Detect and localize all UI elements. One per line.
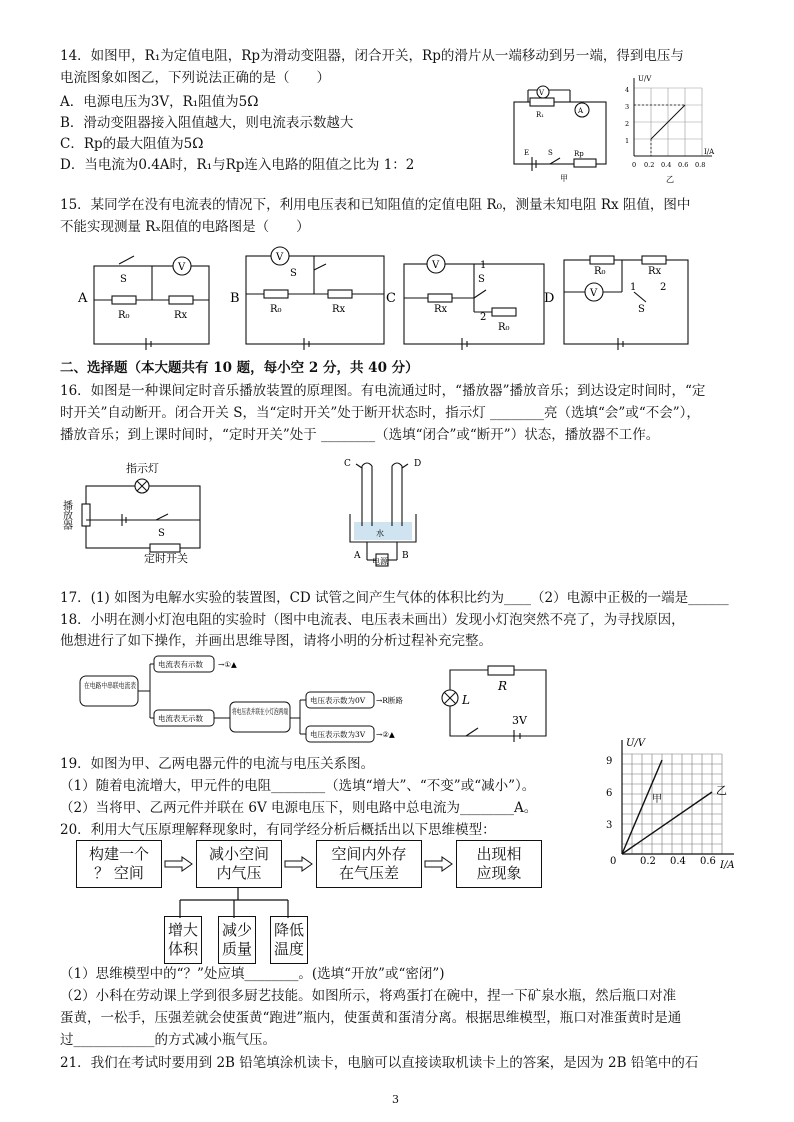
q18-circuit-l-label: L — [462, 693, 470, 707]
q16-line2: 时开关”自动断开。闭合开关 S，当“定时开关”处于断开状态时，指示灯 ________亮（选填“会”或“不会”）， — [60, 405, 700, 421]
q15-stem-line1: 15．某同学在没有电流表的情况下，利用电压表和已知阻值的定值电阻 R₀，测量未知电阻 Rx 阻值，图中 — [60, 197, 691, 213]
q20-arrow-2 — [284, 856, 314, 872]
q20-box3-line2: 在气压差 — [338, 864, 399, 882]
q19-chart-ylabel: U/V — [626, 738, 646, 749]
q20-box4-line1: 出现相 — [476, 845, 522, 863]
q20-model-box-4 — [456, 840, 542, 888]
q16-player-label: 播放器 — [60, 500, 72, 530]
q14-chart-xtick-0: 0 — [632, 161, 637, 169]
q18-line1: 18．小明在测小灯泡电阻的实验时（图中电流表、电压表未画出）发现小灯泡突然不亮了，为寻找原因， — [60, 612, 685, 628]
q20-model-box-3 — [316, 840, 422, 888]
q16-lamp-label: 指示灯 — [126, 462, 159, 475]
q14-stem-line1: 14．如图甲，R₁为定值电阻，Rp为滑动变阻器，闭合开关，Rp的滑片从一端移动到另一端，得到电压与 — [60, 48, 684, 64]
q20-sub1-line1: 增大 — [167, 921, 198, 939]
q20-box3-line1: 空间内外存 — [331, 845, 407, 863]
q14-chart-xtick-4: 0.8 — [695, 161, 706, 169]
q15-option-d-label: D — [544, 291, 555, 306]
q20-arrow-3 — [424, 856, 454, 872]
q19-chart-series-yi: 乙 — [716, 784, 727, 797]
q17-c-label: C — [344, 459, 351, 469]
q15-circuits-figure — [74, 246, 734, 354]
q15-option-b-label: B — [230, 291, 240, 306]
q14-ui-chart — [618, 72, 728, 184]
q18-map-branch-2a1: 电压表示数为0V — [310, 696, 366, 705]
q17-text: 17．(1) 如图为电解水实验的装置图，CD 试管之间产生气体的体积比约为____（2）电源中正极的一端是______ — [60, 590, 729, 606]
q15-d-terminal-1: 1 — [630, 282, 637, 293]
q16-timer-label: 定时开关 — [144, 552, 188, 565]
q19-chart-ytick-6: 6 — [606, 788, 613, 799]
q15-c-rx-label: Rx — [434, 304, 448, 315]
q15-c-voltmeter-label: V — [432, 260, 440, 271]
q14-chart-xlabel: I/A — [704, 148, 715, 156]
q20-sub2-line2: 质量 — [221, 940, 252, 958]
q20-arrow-1 — [164, 856, 194, 872]
q14-chart-ytick-1: 1 — [625, 137, 630, 145]
q15-c-switch-label: S — [478, 274, 485, 285]
q14-fig-s-label: S — [548, 149, 553, 157]
q18-map-branch-2a2: 电压表示数为3V — [310, 730, 366, 739]
q16-switch-label: S — [158, 528, 165, 539]
q18-mind-map — [76, 656, 406, 756]
page-number: 3 — [392, 1093, 399, 1106]
q15-a-voltmeter-label: V — [178, 262, 186, 273]
q14-chart-xtick-2: 0.4 — [661, 161, 672, 169]
q18-map-branch-1-result: →①▲ — [218, 660, 237, 669]
q15-a-switch-label: S — [120, 274, 127, 285]
q20-line3: 蛋黄，一松手，压强差就会使蛋黄“跑进”瓶内，使蛋黄和蛋清分离。根据思维模型，瓶口对准蛋黄时是通 — [60, 1010, 682, 1026]
q20-connector — [150, 888, 300, 918]
q16-timer-circuit — [60, 456, 212, 565]
q15-c-terminal-2: 2 — [480, 312, 487, 323]
q17-b-label: B — [402, 551, 409, 561]
q14-fig-voltmeter-label: V — [539, 89, 545, 97]
q15-option-a-label: A — [78, 291, 88, 306]
q18-map-root: 在电路中串联电流表 — [84, 681, 152, 690]
q14-chart-xtick-3: 0.6 — [678, 161, 689, 169]
q19-chart-xtick-04: 0.4 — [670, 856, 686, 867]
q19-ui-chart — [604, 732, 744, 872]
q18-map-branch-1: 电流表有示数 — [158, 660, 203, 669]
q18-map-branch-2: 电流表无示数 — [158, 714, 203, 723]
q15-d-rx-label: Rx — [648, 266, 662, 277]
q20-sub3-line2: 温度 — [273, 940, 304, 958]
q20-box4-line2: 应现象 — [476, 864, 522, 882]
q18-circuit-r-label: R — [498, 679, 508, 693]
q20-sub-box-3 — [270, 916, 308, 964]
q17-d-label: D — [414, 459, 422, 469]
q14-fig-rp-label: Rp — [574, 150, 584, 158]
q20-line4: 过____________的方式减小瓶气压。 — [60, 1032, 276, 1048]
q19-chart-ytick-3: 3 — [606, 820, 613, 831]
q19-line0: 19．如图为甲、乙两电器元件的电流与电压关系图。 — [60, 756, 375, 772]
q19-chart-xtick-0: 0 — [610, 856, 617, 867]
q19-chart-series-jia: 甲 — [652, 794, 662, 805]
q19-chart-xtick-06: 0.6 — [700, 856, 716, 867]
q21-line1: 21．我们在考试时要用到 2B 铅笔填涂机读卡，电脑可以直接读取机读卡上的答案，是因为 2B 铅笔中的石 — [60, 1055, 699, 1071]
q20-box2-line2: 内气压 — [216, 864, 262, 882]
q16-line3: 播放音乐；到上课时间时，“定时开关”处于 ________（选填“闭合”或“断开”）状态，播放器不工作。 — [60, 427, 660, 443]
q15-d-r0-label: R₀ — [594, 266, 606, 277]
q19-chart-xtick-02: 0.2 — [640, 856, 656, 867]
q20-sub2-line1: 减少 — [221, 921, 252, 939]
q15-d-voltmeter-label: V — [590, 288, 598, 299]
q14-chart-ytick-3: 3 — [625, 103, 630, 111]
q18-lamp-circuit — [436, 658, 556, 748]
q15-c-terminal-1: 1 — [480, 260, 487, 271]
q17-electrolysis-figure — [332, 456, 432, 572]
q15-b-r0-label: R₀ — [270, 304, 282, 315]
q14-stem-line2: 电流图象如图乙，下列说法正确的是（ ） — [60, 70, 330, 86]
section-2-title: 二、选择题（本大题共有 10 题，每小空 2 分，共 40 分） — [60, 360, 419, 376]
q20-model-box-2 — [196, 840, 282, 888]
q14-fig-r1-label: R₁ — [536, 111, 545, 119]
q15-option-c-label: C — [386, 291, 396, 306]
q20-line1: （1）思维模型中的“？”处应填________。(选填“开放”或“密闭”) — [60, 966, 445, 982]
q14-chart-ytick-4: 4 — [625, 86, 630, 94]
q19-line2: （2）当将甲、乙两元件并联在 6V 电源电压下，则电路中总电流为________A。 — [60, 800, 538, 816]
q20-model-box-1 — [76, 840, 162, 888]
q14-fig-ammeter-label: A — [578, 107, 584, 115]
q19-chart-xlabel: I/A — [720, 860, 735, 871]
q18-map-branch-2a: 将电压表并联在小灯泡两端 — [232, 707, 322, 716]
q14-option-a: A．电源电压为3V，R₁阻值为5Ω — [60, 94, 259, 110]
q15-b-switch-label: S — [290, 268, 297, 279]
q14-option-c: C．Rp的最大阻值为5Ω — [60, 136, 204, 152]
q15-d-switch-label: S — [638, 304, 645, 315]
q19-chart-ytick-9: 9 — [606, 756, 613, 767]
q17-power-label: 电源 — [372, 557, 388, 566]
q20-line2: （2）小科在劳动课上学到很多厨艺技能。如图所示，将鸡蛋打在碗中，捏一下矿泉水瓶，然后瓶口对准 — [60, 988, 677, 1004]
q20-sub-box-1 — [164, 916, 202, 964]
q15-d-terminal-2: 2 — [660, 282, 667, 293]
q20-box2-line1: 减小空间 — [208, 845, 269, 863]
q15-b-voltmeter-label: V — [276, 252, 284, 263]
q14-circuit-figure — [508, 80, 618, 182]
q20-line0: 20．利用大气压原理解释现象时，有同学经分析后概括出以下思维模型： — [60, 822, 496, 838]
q20-sub-box-2 — [218, 916, 256, 964]
q14-option-d: D．当电流为0.4A时，R₁与Rp连入电路的阻值之比为 1：2 — [60, 157, 415, 173]
q15-c-r0-label: R₀ — [498, 322, 510, 333]
q18-map-branch-2a1-result: →R断路 — [376, 696, 403, 705]
q15-b-rx-label: Rx — [332, 304, 346, 315]
q14-chart-ylabel: U/V — [638, 75, 652, 83]
q17-water-label: 水 — [376, 529, 384, 538]
q15-a-r0-label: R₀ — [118, 310, 130, 321]
q14-option-b: B．滑动变阻器接入阻值越大，则电流表示数越大 — [60, 115, 354, 131]
q18-line2: 他想进行了如下操作，并画出思维导图，请将小明的分析过程补充完整。 — [60, 633, 492, 649]
q18-circuit-voltage-label: 3V — [512, 714, 527, 727]
q14-chart-ytick-2: 2 — [625, 120, 630, 128]
q15-stem-line2: 不能实现测量 Rₓ阻值的电路图是（ ） — [60, 219, 310, 235]
q18-map-branch-2a2-result: →②▲ — [376, 730, 395, 739]
q20-sub1-line2: 体积 — [167, 940, 198, 958]
q20-box1-line1: 构建一个 — [88, 845, 149, 863]
q14-chart-xtick-1: 0.2 — [644, 161, 655, 169]
q14-fig-jia-label: 甲 — [560, 174, 568, 183]
q16-line1: 16．如图是一种课间定时音乐播放装置的原理图。有电流通过时，“播放器”播放音乐；到达设定时间时，“定 — [60, 383, 706, 399]
q20-sub3-line1: 降低 — [273, 921, 304, 939]
q15-a-rx-label: Rx — [174, 310, 188, 321]
q19-line1: （1）随着电流增大，甲元件的电阻________（选填“增大”、“不变”或“减小”）。 — [60, 778, 536, 794]
q14-fig-e-label: E — [524, 149, 530, 157]
q20-box1-line2: ？ 空间 — [94, 864, 144, 882]
q14-chart-yi-label: 乙 — [666, 175, 674, 184]
q17-a-label: A — [354, 551, 361, 561]
